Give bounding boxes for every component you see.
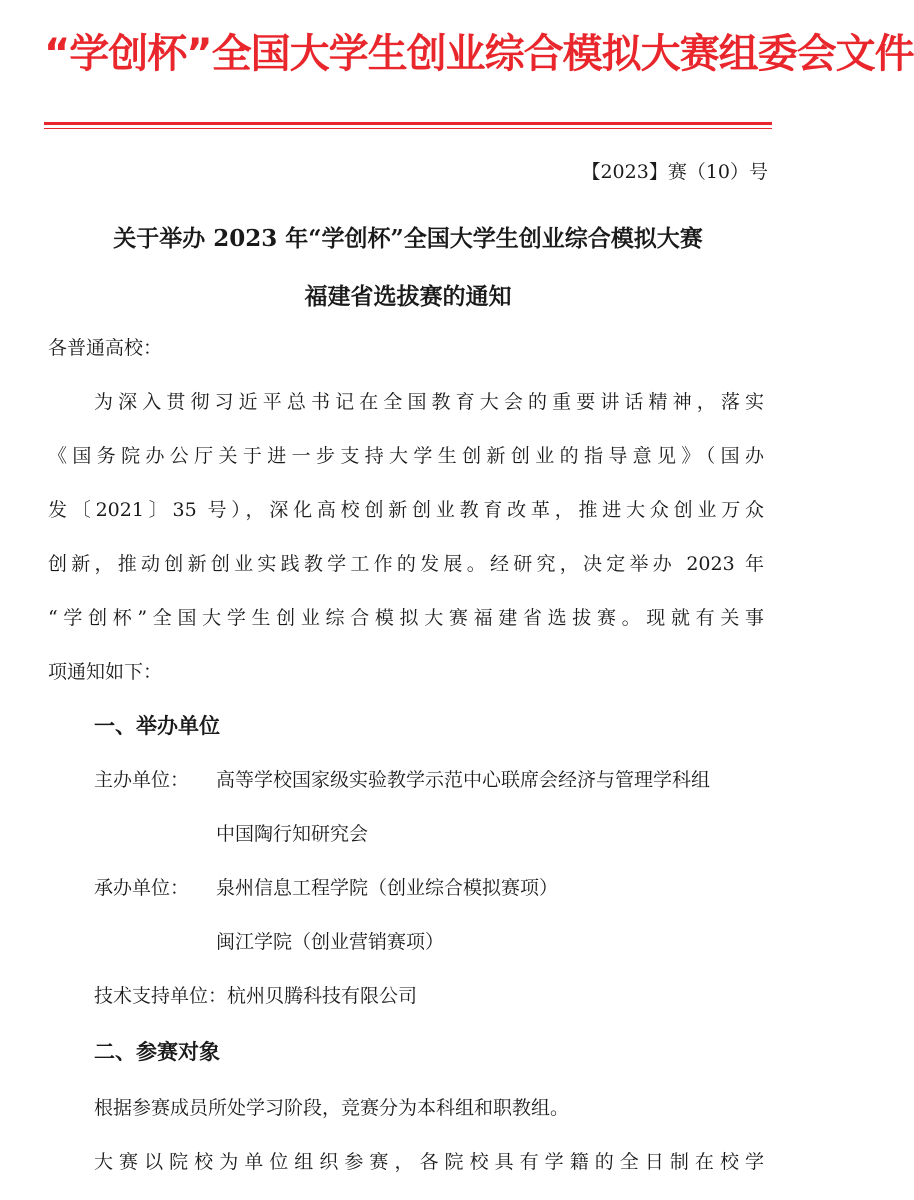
section-heading-participants: 二、参赛对象 [94,1040,220,1064]
organizer-value: 泉州信息工程学院（创业综合模拟赛项） [216,877,559,899]
issuer-header-title: “学创杯”全国大学生创业综合模拟大赛组委会文件 [44,31,914,77]
participants-line: 大赛以院校为单位组织参赛，各院校具有学籍的全日制在校学 [94,1151,764,1173]
host-value: 中国陶行知研究会 [216,823,369,845]
organizer-value: 闽江学院（创业营销赛项） [216,931,445,953]
intro-line: 创新，推动创新创业实践教学工作的发展。经研究，决定举办 2023 年 [48,553,764,575]
intro-line: 为深入贯彻习近平总书记在全国教育大会的重要讲话精神，落实 [94,391,764,413]
header-red-rule-thin [44,128,772,129]
notice-title-line-1: 关于举办 2023 年“学创杯”全国大学生创业综合模拟大赛 [113,225,703,252]
intro-line: 项通知如下： [48,661,163,683]
section-heading-organizers: 一、举办单位 [94,714,220,738]
host-value: 高等学校国家级实验教学示范中心联席会经济与管理学科组 [216,769,711,791]
participants-line: 根据参赛成员所处学习阶段，竞赛分为本科组和职教组。 [94,1097,570,1119]
header-red-rule [44,122,772,125]
intro-line: 《国务院办公厅关于进一步支持大学生创新创业的指导意见》（国办 [48,445,764,467]
notice-title-line-2: 福建省选拔赛的通知 [304,283,512,310]
host-label: 主办单位： [94,769,190,791]
document-number: 【2023】赛（10）号 [581,161,768,183]
tech-support: 技术支持单位：杭州贝腾科技有限公司 [94,985,418,1007]
intro-line: 发〔2021〕35 号），深化高校创新创业教育改革，推进大众创业万众 [48,499,764,521]
organizer-label: 承办单位： [94,877,190,899]
salutation: 各普通高校： [48,337,163,359]
intro-line: “学创杯”全国大学生创业综合模拟大赛福建省选拔赛。现就有关事 [48,607,764,629]
